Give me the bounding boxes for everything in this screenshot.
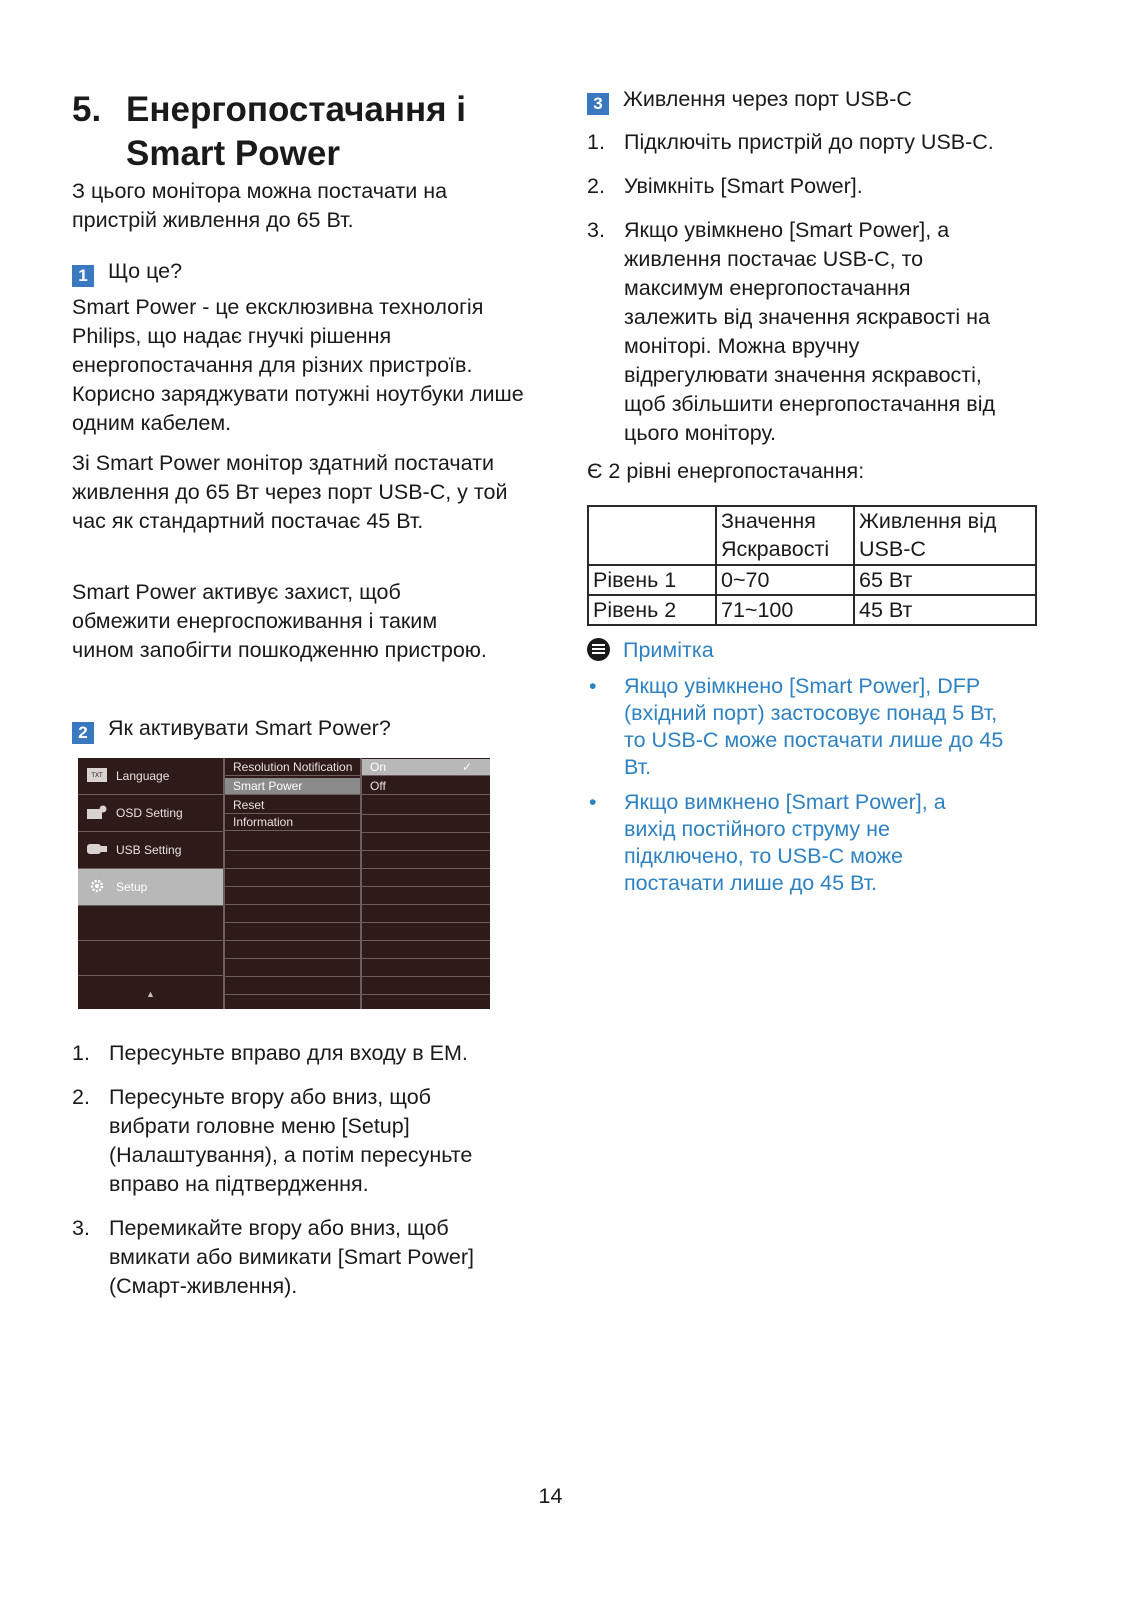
intro-paragraph: З цього монітора можна постачати на пристрій живлення до 65 Вт. (72, 179, 448, 232)
osd-option-label: On (370, 760, 387, 774)
osd-setting-icon (87, 805, 107, 819)
list-number: 2. (587, 174, 605, 198)
osd-separator (360, 758, 362, 1009)
table-cell: Рівень 1 (588, 565, 716, 595)
osd-item-label: Language (116, 769, 170, 783)
osd-divider (225, 886, 490, 887)
section-2-heading (72, 714, 391, 744)
list-text: Перемикайте вгору або вниз, щоб вмикати або вимикати [Smart Power] (Смарт-живлення). (109, 1216, 474, 1298)
list-text: Пересуньте вправо для входу в ЕМ. (109, 1041, 468, 1065)
heading-number: 5. (72, 90, 102, 129)
note-text: Якщо увімкнено [Smart Power], DFP (вхідний порт) застосовує понад 5 Вт, то USB-C може постачати лише до 45 Вт. (624, 674, 1004, 779)
list-item (72, 1039, 512, 1068)
bullet: • (589, 790, 597, 814)
osd-item-label: USB Setting (116, 843, 182, 857)
list-item (587, 216, 1009, 448)
osd-option-selected (362, 759, 490, 776)
table-cell: 0~70 (716, 565, 854, 595)
osd-divider (225, 940, 490, 941)
section-1-heading (72, 257, 182, 287)
section-badge: 2 (72, 722, 94, 744)
osd-item-label: Setup (116, 880, 148, 894)
list-text: Підключіть пристрій до порту USB-C. (624, 130, 994, 154)
osd-divider (362, 832, 490, 833)
osd-main-menu (78, 758, 223, 1009)
section-1-paragraph-3: Smart Power активує захист, щоб обмежити енергоспоживання і таким чином запобігти пошкодженню пристрою. (72, 580, 487, 662)
section-badge: 3 (587, 93, 609, 115)
note-heading (587, 636, 714, 664)
table-cell: 45 Вт (854, 595, 1036, 625)
list-number: 3. (72, 1216, 90, 1240)
section-badge: 1 (72, 265, 94, 287)
txt-icon (87, 768, 107, 782)
note-item (587, 673, 1024, 781)
list-number: 3. (587, 218, 605, 242)
table-header-cell (588, 506, 716, 565)
table-cell: 65 Вт (854, 565, 1036, 595)
osd-option: Off (362, 778, 490, 795)
section-1-paragraph-2: Зі Smart Power монітор здатний постачати живлення до 65 Вт через порт USB-C, у той час як стандартний постачає 45 Вт. (72, 451, 508, 533)
table-cell: Рівень 2 (588, 595, 716, 625)
list-item (72, 1083, 512, 1199)
caret-up-icon: ▲ (146, 989, 155, 999)
section-title: Як активувати Smart Power? (108, 716, 391, 740)
table-header-cell: Живлення від USB-C (854, 506, 1036, 565)
note-title: Примітка (623, 638, 714, 662)
heading-line2: Smart Power (126, 134, 340, 173)
osd-divider (225, 922, 490, 923)
osd-sub-item: Information (225, 814, 360, 831)
osd-item-usb-setting (78, 832, 223, 869)
table-header-cell: Значення Яскравості (716, 506, 854, 565)
osd-divider (225, 868, 490, 869)
section-3-steps (587, 128, 1037, 463)
gear-icon (87, 879, 107, 893)
section-title: Живлення через порт USB-C (623, 87, 912, 111)
svg-text:TXT: TXT (91, 772, 103, 779)
osd-divider (225, 958, 490, 959)
check-icon: ✓ (461, 760, 472, 774)
table-row (588, 595, 1036, 625)
section-1-paragraph-1: Smart Power - це ексклюзивна технологія Philips, що надає гнучкі рішення енергопостачання для різних пристроїв. Корисно заряджувати потужні ноутбуки лише одним кабелем. (72, 295, 524, 435)
list-number: 1. (72, 1041, 90, 1065)
osd-item-label: OSD Setting (116, 806, 183, 820)
usb-icon (87, 842, 107, 856)
osd-item-setup (78, 869, 223, 906)
osd-item-language (78, 758, 223, 795)
list-item (72, 1214, 512, 1301)
list-item (587, 128, 1037, 157)
osd-divider (362, 814, 490, 815)
list-text: Пересуньте вгору або вниз, щоб вибрати головне меню [Setup] (Налаштування), а потім пересуньте вправо на підтвердження. (109, 1085, 473, 1196)
list-item (587, 172, 1037, 201)
section-title: Що це? (108, 259, 183, 283)
note-icon (587, 638, 610, 661)
list-text: Увімкніть [Smart Power]. (624, 174, 863, 198)
osd-separator (223, 758, 225, 1009)
page-number: 14 (538, 1484, 563, 1508)
osd-menu-screenshot (78, 758, 490, 1009)
power-levels-table (587, 505, 1037, 626)
osd-sub-item-selected: Smart Power (225, 778, 360, 795)
section-3-heading (587, 85, 912, 115)
note-text: Якщо вимкнено [Smart Power], а вихід постійного струму не підключено, то USB-C може постачати лише до 45 Вт. (624, 790, 946, 895)
list-text: Якщо увімкнено [Smart Power], а живлення постачає USB-C, то максимум енергопостачання залежить від значення яскравості на моніторі. Можна вручну відрегулювати значення яскравості, щоб збільшити енергопостачання від цього монітору. (624, 218, 996, 445)
bullet: • (589, 674, 597, 698)
list-number: 1. (587, 130, 605, 154)
osd-divider (225, 976, 490, 977)
table-header-row (588, 506, 1036, 565)
osd-sub-item: Resolution Notification (225, 759, 360, 776)
table-row (588, 565, 1036, 595)
osd-divider (225, 994, 490, 995)
section-2-steps (72, 1039, 512, 1316)
osd-divider (225, 904, 490, 905)
osd-divider (225, 850, 490, 851)
list-number: 2. (72, 1085, 90, 1109)
osd-divider (78, 940, 223, 941)
osd-sub-item: Reset (225, 797, 360, 814)
levels-intro: Є 2 рівні енергопостачання: (587, 459, 865, 483)
heading-line1: Енергопостачання і (126, 90, 467, 129)
table-cell: 71~100 (716, 595, 854, 625)
osd-divider (78, 975, 223, 976)
osd-item-osd-setting (78, 795, 223, 832)
note-list (587, 673, 1037, 905)
note-item (587, 789, 969, 897)
